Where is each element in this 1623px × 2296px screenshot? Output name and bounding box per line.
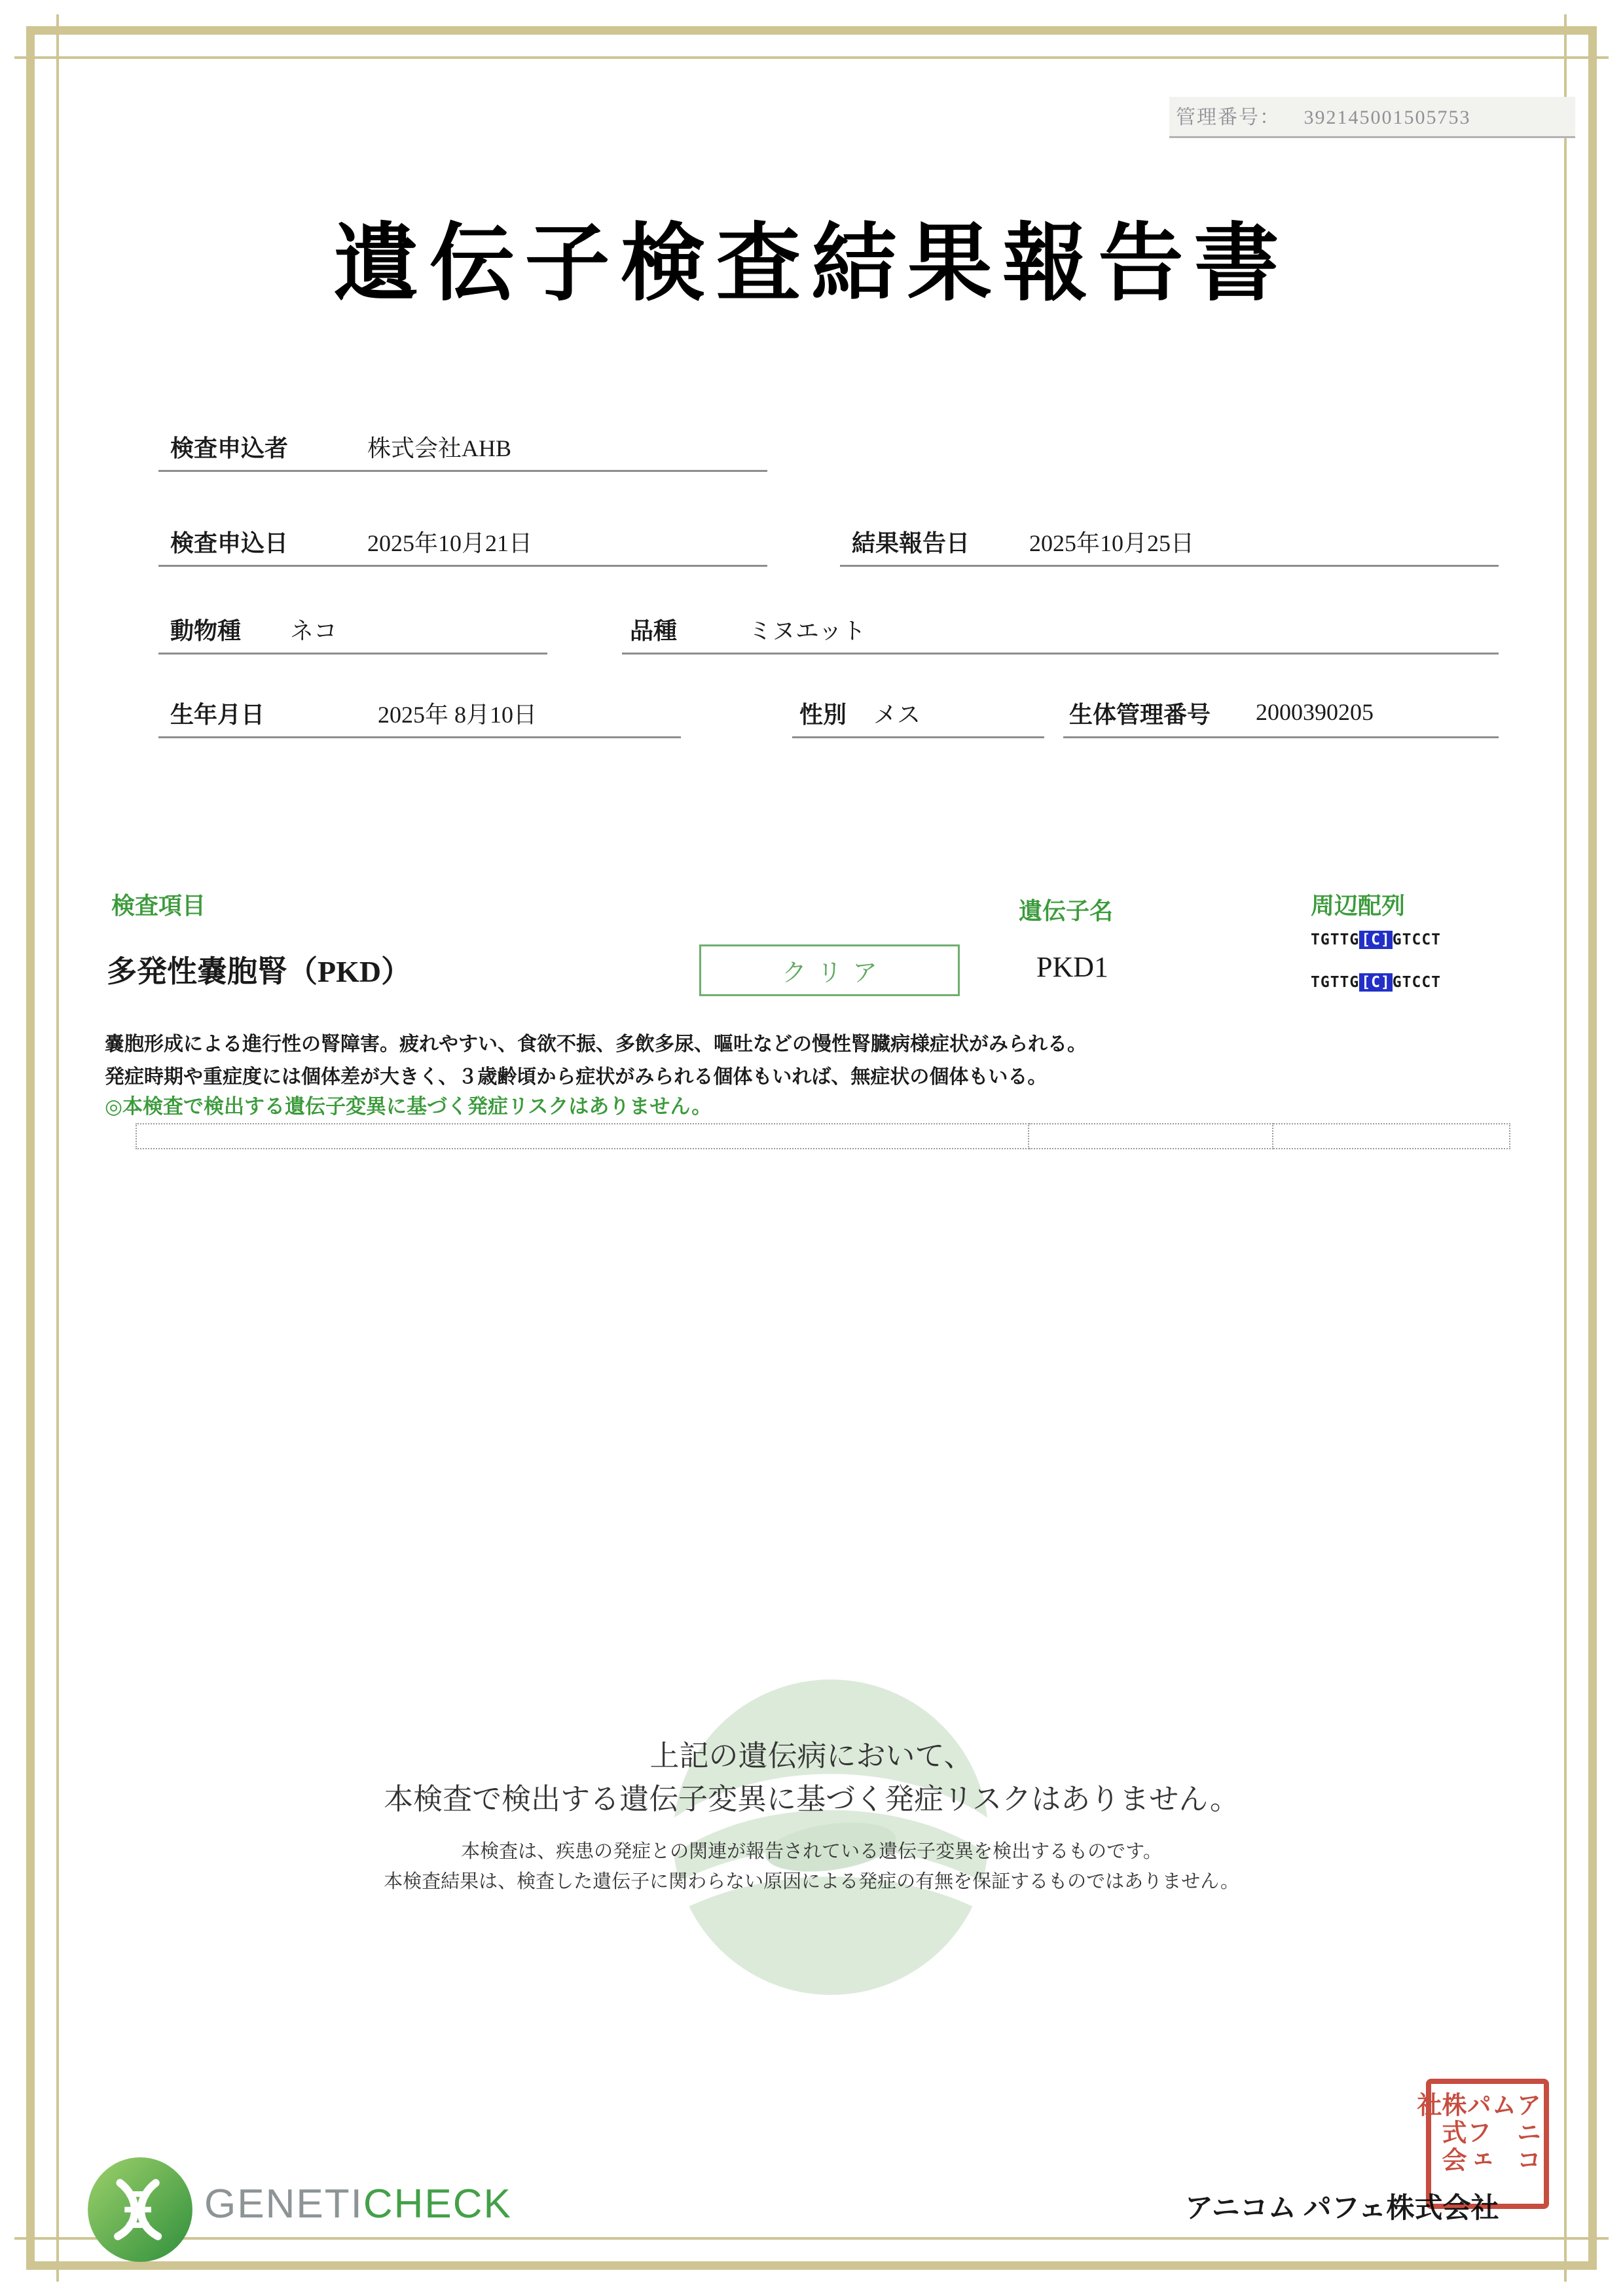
empty-result-cell-gene: [1029, 1123, 1273, 1149]
frame-inner-line-bottom: [14, 2237, 1609, 2240]
stamp-column-2: パフェ: [1463, 2092, 1490, 2174]
bio-id-value: 2000390205: [1256, 699, 1374, 725]
summary-note-2: 本検査結果は、検査した遺伝子に関わらない原因による発症の有無を保証するものではありません。: [384, 1871, 1239, 1892]
disease-description-line-1: 嚢胞形成による進行性の腎障害。疲れやすい、食欲不振、多飲多尿、嘔吐などの慢性腎臓病様症状がみられる。: [105, 1033, 1087, 1055]
bio-id-label: 生体管理番号: [1069, 702, 1211, 728]
field-birth-date: [158, 689, 681, 738]
results-header-item: 検査項目: [111, 893, 206, 919]
breed-label: 品種: [630, 618, 678, 644]
test-item-name: 多発性嚢胞腎（PKD）: [107, 955, 412, 988]
empty-result-cell-sequence: [1273, 1123, 1510, 1149]
sequence-2-variant: [C]: [1359, 973, 1393, 992]
empty-result-cell-item: [136, 1123, 1029, 1149]
sequence-2-pre: TGTTG: [1311, 974, 1360, 991]
sequence-1-post: GTCCT: [1392, 931, 1442, 948]
field-report-date: [840, 517, 1499, 567]
empty-result-row: [136, 1123, 1510, 1149]
results-header-gene: 遺伝子名: [1019, 898, 1114, 924]
field-applicant: [158, 422, 767, 472]
stamp-column-3: 株式会社: [1413, 2092, 1465, 2174]
species-value: ネコ: [290, 618, 338, 644]
frame-inner-line-top: [14, 56, 1609, 59]
report-date-label: 結果報告日: [852, 530, 970, 556]
brand-part-geneti: GENETI: [204, 2181, 363, 2227]
risk-note: ◎本検査で検出する遺伝子変異に基づく発症リスクはありません。: [105, 1095, 712, 1118]
geneticheck-logo-icon: [84, 2154, 196, 2265]
company-seal-stamp: [1413, 2079, 1549, 2209]
company-name: アニコム パフェ株式会社: [1185, 2193, 1499, 2224]
applicant-label: 検査申込者: [170, 435, 289, 461]
result-status-box: [699, 944, 960, 996]
field-species: [158, 605, 547, 655]
field-breed: [622, 605, 1499, 655]
applicant-value: 株式会社AHB: [367, 435, 512, 461]
report-date-value: 2025年10月25日: [1029, 530, 1195, 556]
management-number-value: 392145001505753: [1304, 107, 1471, 128]
species-label: 動物種: [170, 618, 242, 644]
sequence-2-post: GTCCT: [1392, 974, 1442, 991]
birth-date-value: 2025年 8月10日: [378, 702, 538, 728]
page-title: 遺伝子検査結果報告書: [333, 217, 1290, 312]
summary-line-1: 上記の遺伝病において、: [649, 1739, 974, 1772]
stamp-column-1: アニコム: [1487, 2092, 1540, 2174]
frame-inner-line-left: [56, 14, 59, 2282]
frame-inner-line-right: [1564, 14, 1567, 2282]
management-number-row: [1169, 97, 1575, 138]
sex-value: メス: [873, 702, 921, 728]
field-apply-date: [158, 517, 767, 567]
disease-description-line-2: 発症時期や重症度には個体差が大きく、３歳齢頃から症状がみられる個体もいれば、無症状の個体もいる。: [105, 1066, 1048, 1088]
sex-label: 性別: [799, 702, 847, 728]
brand-wordmark: [204, 2181, 512, 2227]
summary-line-2: 本検査で検出する遺伝子変異に基づく発症リスクはありません。: [384, 1782, 1239, 1816]
breed-value: ミヌエット: [748, 618, 866, 644]
gene-name: PKD1: [1036, 951, 1109, 983]
sequence-line-2: [1311, 974, 1441, 991]
results-header-sequence: 周辺配列: [1311, 893, 1406, 919]
birth-date-label: 生年月日: [170, 702, 265, 728]
field-bio-id: [1063, 689, 1499, 738]
sequence-1-pre: TGTTG: [1311, 931, 1360, 948]
apply-date-value: 2025年10月21日: [367, 530, 533, 556]
sequence-1-variant: [C]: [1359, 931, 1393, 949]
management-number-label: 管理番号：: [1176, 107, 1281, 128]
apply-date-label: 検査申込日: [170, 530, 289, 556]
result-status-value: クリア: [781, 960, 888, 987]
summary-note-1: 本検査は、疾患の発症との関連が報告されている遺伝子変異を検出するものです。: [461, 1841, 1162, 1862]
field-sex: [792, 689, 1044, 738]
brand-part-check: CHECK: [363, 2181, 512, 2227]
sequence-line-1: [1311, 931, 1441, 948]
